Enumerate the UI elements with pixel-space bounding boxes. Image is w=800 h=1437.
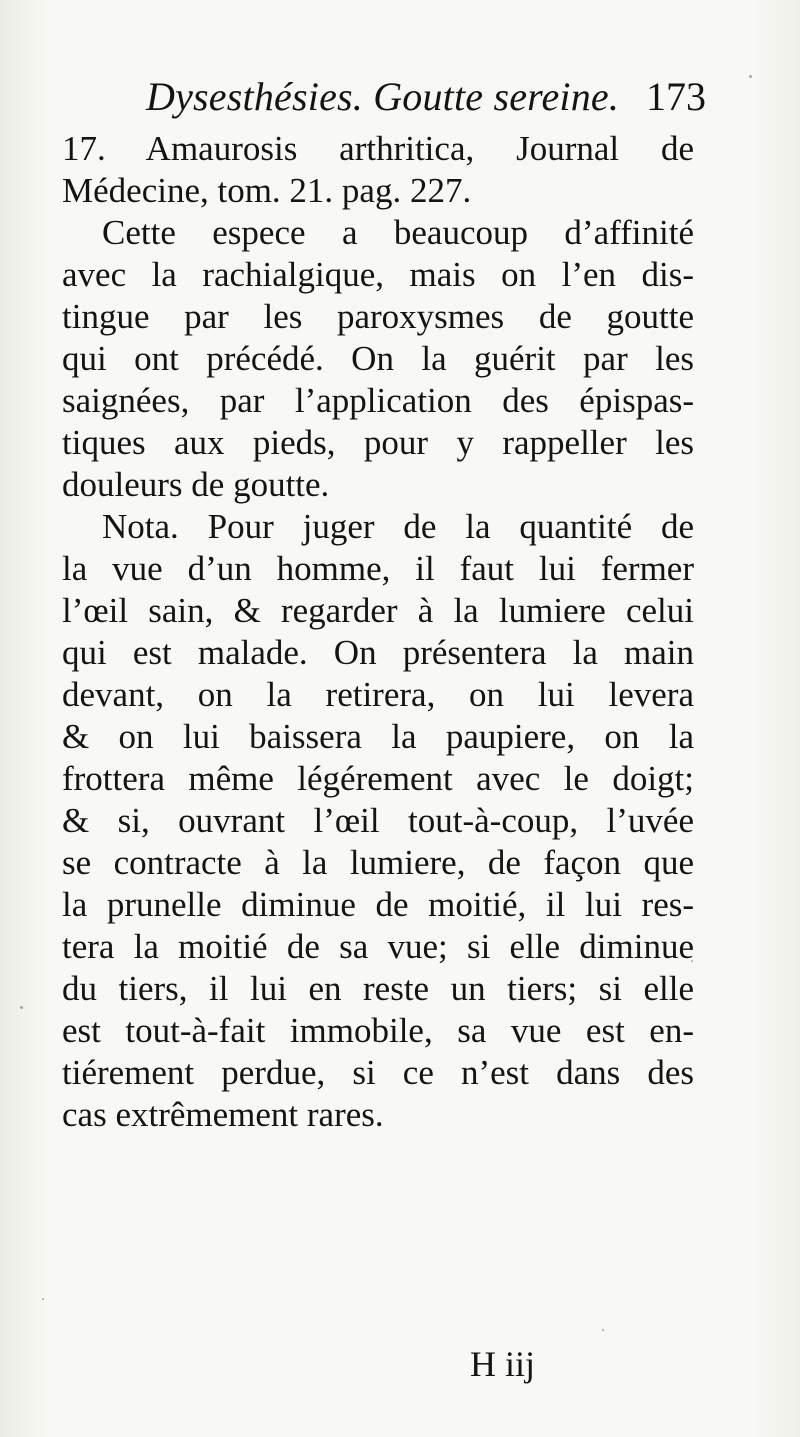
main-text-block xyxy=(62,128,694,1136)
paper-speck xyxy=(749,75,752,78)
text-line: l’œil sain, & regarder à la lumiere celui xyxy=(62,591,694,630)
text-line: la prunelle diminue de moitié, il lui res- xyxy=(62,885,694,924)
text-line: se contracte à la lumiere, de façon que xyxy=(62,843,694,882)
text-line: saignées, par l’application des épispas- xyxy=(62,381,694,420)
page-header xyxy=(146,72,706,130)
text-line: devant, on la retirera, on lui levera xyxy=(62,675,694,714)
paper-speck xyxy=(691,960,693,962)
text-line: est tout-à-fait immobile, sa vue est en- xyxy=(62,1011,694,1050)
text-line: douleurs de goutte. xyxy=(62,465,330,504)
text-line: qui ont précédé. On la guérit par les xyxy=(62,339,694,378)
paper-speck xyxy=(20,1006,23,1009)
text-line: 17. Amaurosis arthritica, Journal de xyxy=(62,129,694,168)
text-line: Nota. Pour juger de la quantité de xyxy=(102,507,694,546)
text-line: Cette espece a beaucoup d’affinité xyxy=(102,213,694,252)
text-line: la vue d’un homme, il faut lui fermer xyxy=(62,549,694,588)
running-head: Dysesthésies. Goutte sereine. xyxy=(146,74,620,119)
text-line: du tiers, il lui en reste un tiers; si elle xyxy=(62,969,694,1008)
text-line: tera la moitié de sa vue; si elle diminue xyxy=(62,927,694,966)
text-line: cas extrêmement rares. xyxy=(62,1095,384,1134)
text-line: tiques aux pieds, pour y rappeller les xyxy=(62,423,694,462)
text-line: & si, ouvrant l’œil tout-à-coup, l’uvée xyxy=(62,801,694,840)
paper-speck xyxy=(42,1298,44,1300)
signature-mark: H iij xyxy=(470,1344,536,1384)
text-line: tiérement perdue, si ce n’est dans des xyxy=(62,1053,694,1092)
paper-speck xyxy=(602,1329,604,1331)
text-line: frottera même légérement avec le doigt; xyxy=(62,759,694,798)
page-number: 173 xyxy=(646,74,706,119)
text-line: qui est malade. On présentera la main xyxy=(62,633,694,672)
text-line: & on lui baissera la paupiere, on la xyxy=(62,717,694,756)
text-line: tingue par les paroxysmes de goutte xyxy=(62,297,694,336)
text-line: Médecine, tom. 21. pag. 227. xyxy=(62,171,472,210)
text-line: avec la rachialgique, mais on l’en dis- xyxy=(62,255,694,294)
